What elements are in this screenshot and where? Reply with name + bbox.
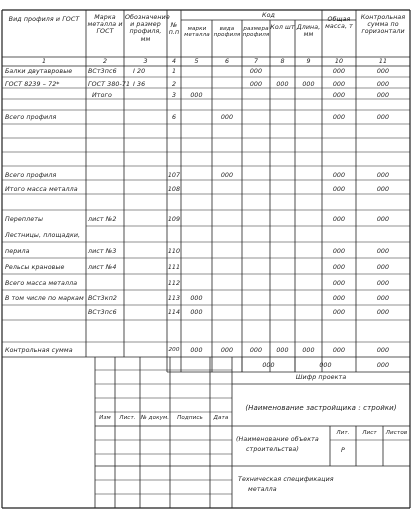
stamp-change: Изм (99, 415, 111, 421)
row3-mass: 000 (332, 92, 346, 99)
stamp-stage-label: Лит. (336, 430, 350, 436)
row3-number: 3 (171, 92, 177, 99)
row8-stairs: Лестницы, площадки, (5, 232, 81, 239)
stamp-title-line2: металла (248, 486, 277, 493)
row13-number: 114 (167, 309, 181, 316)
row1-number: 1 (171, 68, 177, 75)
row2-length: 000 (302, 81, 315, 88)
stamp-date: Дата (213, 415, 229, 421)
row7-frames: Переплеты (5, 216, 44, 223)
row6-sum: 000 (376, 186, 390, 193)
header-control-sum: Контрольная сумма по горизонтали (360, 14, 406, 36)
row7-sum: 000 (376, 216, 390, 223)
row2-size: I 36 (133, 81, 146, 88)
colnum-3: 3 (143, 58, 148, 65)
row1-steel: ВСт3пс6 (88, 68, 117, 75)
stamp-object-line1: (Наименование объекта (236, 436, 319, 443)
row6-mass: 000 (332, 186, 346, 193)
row14-c9: 000 (302, 347, 315, 354)
row10-sheet: лист №4 (88, 264, 117, 271)
row10-sum: 000 (376, 264, 390, 271)
stamp-doc-number: № докум. (140, 415, 170, 421)
row14-number: 200 (168, 347, 180, 353)
header-length: Длина, мм (296, 24, 321, 39)
row9-number: 110 (167, 248, 181, 255)
colnum-11: 11 (378, 58, 388, 65)
row9-mass: 000 (332, 248, 346, 255)
row2-gost: ГОСТ 8239 – 72* (5, 81, 60, 88)
colnum-4: 4 (171, 58, 177, 65)
row14-sub3: 000 (376, 362, 390, 369)
row10-rails: Рельсы крановые (5, 264, 65, 271)
header-code-profile-size: размера профиля (242, 26, 270, 39)
header-code-steel: марки металла (184, 26, 210, 39)
header-steel-grade: Марка металла и ГОСТ (87, 14, 123, 36)
header-profile-type: Вид профиля и ГОСТ (8, 16, 80, 23)
row2-quantity: 000 (276, 81, 289, 88)
row4-sum: 000 (376, 114, 390, 121)
row4-profile-code: 000 (220, 114, 234, 121)
row1-size-code: 000 (249, 68, 263, 75)
header-quantity: Кол шт (270, 24, 295, 31)
row11-total-mass: Всего масса металла (5, 280, 78, 287)
row14-c6: 000 (220, 347, 234, 354)
row7-number: 109 (167, 216, 181, 223)
row7-mass: 000 (332, 216, 346, 223)
colnum-5: 5 (194, 58, 199, 65)
colnum-10: 10 (334, 58, 344, 65)
row14-c5: 000 (190, 347, 203, 354)
colnum-9: 9 (306, 58, 311, 65)
row6-number: 108 (167, 186, 181, 193)
colnum-8: 8 (280, 58, 285, 65)
row6-total-mass: Итого масса металла (5, 186, 78, 193)
row9-sum: 000 (376, 248, 390, 255)
row10-mass: 000 (332, 264, 346, 271)
stamp-customer: (Наименование застройщика : стройки) (245, 404, 397, 412)
stamp-project-code: Шифр проекта (295, 374, 347, 381)
row2-mass: 000 (332, 81, 346, 88)
stamp-sheet: Лист. (119, 415, 136, 421)
row12-by-grade: В том числе по маркам (5, 295, 84, 302)
row3-itogo: Итого (92, 92, 112, 99)
row12-mass: 000 (332, 295, 346, 302)
row14-c8: 000 (276, 347, 289, 354)
row7-sheet: лист №2 (88, 216, 117, 223)
stamp-sheet-label: Лист (362, 430, 377, 436)
row13-sum: 000 (376, 309, 390, 316)
row14-c11: 000 (376, 347, 390, 354)
row12-steel: ВСт3кп2 (88, 295, 118, 302)
row14-sub2: 000 (319, 362, 332, 369)
row5-profile-code: 000 (220, 172, 234, 179)
row4-number: 6 (171, 114, 177, 121)
row1-profile: Балки двутавровые (5, 68, 73, 75)
row14-c10: 000 (332, 347, 346, 354)
row4-total-profile: Всего профиля (5, 114, 57, 121)
header-item-number: № п.п (168, 22, 180, 37)
row12-number: 113 (167, 295, 181, 302)
stamp-stage: Р (341, 447, 345, 454)
row4-mass: 000 (332, 114, 346, 121)
row2-sum: 000 (376, 81, 390, 88)
row9-railings: перила (5, 248, 30, 255)
row1-mass: 000 (332, 68, 346, 75)
row2-size-code: 000 (249, 81, 263, 88)
row10-number: 111 (167, 264, 181, 271)
stamp-sheets-total-label: Листов (385, 430, 408, 436)
row11-mass: 000 (332, 280, 346, 287)
row14-sub1: 000 (262, 362, 275, 369)
colnum-1: 1 (41, 58, 47, 65)
header-designation: Обозначение и размер профиля, мм (125, 14, 170, 43)
row14-control-sum: Контрольная сумма (5, 347, 73, 354)
header-code: Код (262, 12, 275, 19)
colnum-2: 2 (102, 58, 108, 65)
row12-steel-code: 000 (190, 295, 203, 302)
colnum-7: 7 (253, 58, 259, 65)
row1-sum: 000 (376, 68, 390, 75)
row1-size: I 20 (133, 68, 146, 75)
row11-sum: 000 (376, 280, 390, 287)
row2-number: 2 (171, 81, 177, 88)
row12-sum: 000 (376, 295, 390, 302)
row13-steel: ВСт3пс6 (88, 309, 117, 316)
header-total-mass: Общая масса, т (325, 16, 353, 31)
row11-number: 112 (167, 280, 181, 287)
row3-steel-code: 000 (190, 92, 203, 99)
row13-steel-code: 000 (190, 309, 203, 316)
row13-mass: 000 (332, 309, 346, 316)
row2-steel-gost: ГОСТ 380-71 (88, 81, 131, 88)
row3-sum: 000 (376, 92, 390, 99)
row5-total-profile: Всего профиля (5, 172, 57, 179)
row5-sum: 000 (376, 172, 390, 179)
stamp-signature: Подпись (177, 415, 203, 421)
row5-number: 107 (167, 172, 181, 179)
stamp-object-line2: строительства) (246, 446, 299, 453)
colnum-6: 6 (224, 58, 230, 65)
row5-mass: 000 (332, 172, 346, 179)
stamp-title-line1: Техническая спецификация (238, 476, 334, 483)
header-code-profile-type: вида профиля (213, 26, 241, 39)
row9-sheet: лист №3 (88, 248, 117, 255)
row14-c7: 000 (249, 347, 263, 354)
